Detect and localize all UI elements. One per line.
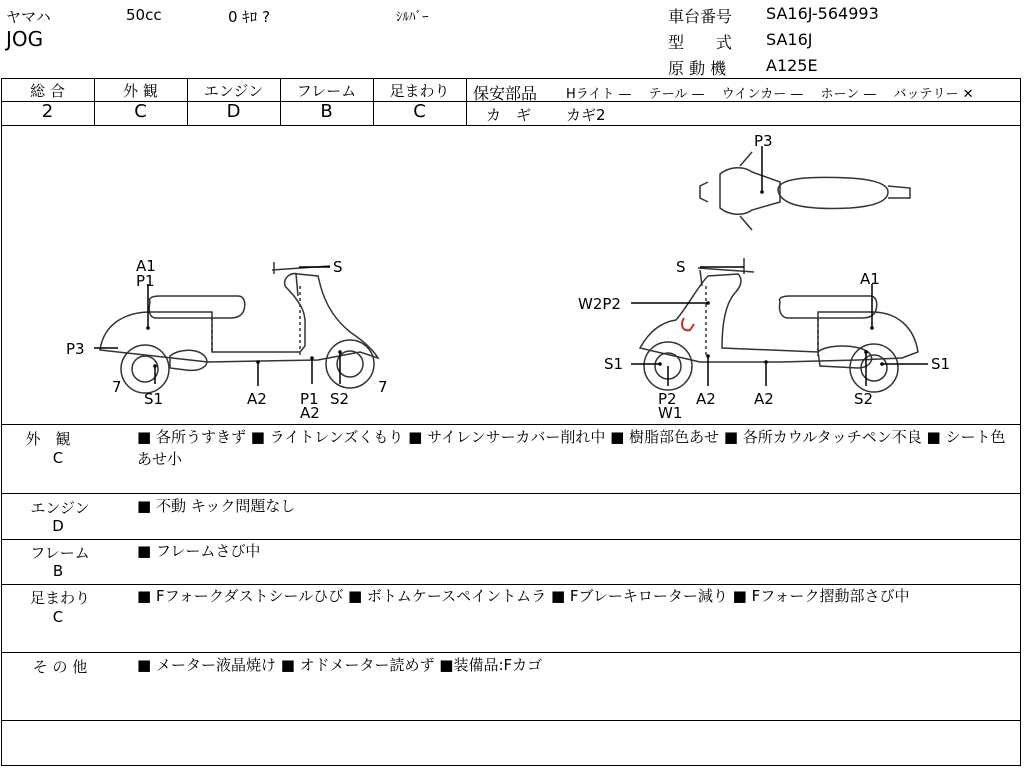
grade-value-suspension: C: [413, 101, 426, 122]
section-label-other: そ の 他: [32, 658, 88, 676]
label-p3-left: P3: [66, 340, 85, 358]
section-label-suspension: 足まわり: [29, 589, 90, 607]
label-7b-left: 7: [378, 378, 388, 396]
label-s-left: S: [333, 258, 343, 276]
label-s1-left: S1: [144, 390, 164, 408]
label-p1-left: P1: [136, 272, 155, 290]
label-p3-right: P3: [754, 132, 773, 150]
safety-items: Hライト — テール — ウインカー — ホーン — バッテリー ✕: [566, 87, 974, 102]
model-name: JOG: [6, 27, 44, 51]
section-line-4: [1, 652, 1021, 653]
engine-label: 原 動 機: [668, 59, 727, 78]
label-a1-left: A1: [136, 257, 156, 275]
section-line-1: [1, 493, 1021, 494]
section-grade-frame: B: [52, 562, 64, 580]
grade-value-frame: B: [320, 101, 333, 122]
key-label: カ ギ: [486, 106, 532, 124]
section-label-exterior: 外 観: [25, 430, 71, 448]
label-7a-left: 7: [112, 378, 122, 396]
section-grade-engine: D: [52, 517, 64, 535]
label-a1-right: A1: [860, 270, 880, 288]
section-grade-suspension: C: [52, 608, 64, 626]
section-text-frame: ■ フレームさび中: [137, 542, 261, 560]
engine-value: A125E: [766, 56, 818, 75]
label-s2-left: S2: [330, 390, 350, 408]
section-text-suspension: ■ Fフォークダストシールひび ■ ボトムケースペイントムラ ■ Fブレーキローター減り ■ Fフォーク摺動部さび中: [137, 587, 910, 605]
section-text-exterior: ■ 各所うすきず ■ ライトレンズくもり ■ サイレンサーカバー削れ中 ■ 樹脂部色あせ ■ 各所カウルタッチペン不良 ■ シート色あせ小: [137, 428, 1006, 468]
section-text-engine: ■ 不動 キック問題なし: [137, 497, 296, 515]
safety-title: 保安部品: [473, 84, 538, 103]
grade-value-total: 2: [41, 101, 54, 122]
grade-value-exterior: C: [134, 101, 147, 122]
grade-col-line-5: [466, 78, 467, 125]
label-p2-right: P2: [658, 390, 677, 408]
right-side-view: [631, 258, 928, 392]
grade-label-frame: フレーム: [296, 82, 357, 100]
section-line-5: [1, 720, 1021, 721]
grade-value-engine: D: [226, 101, 241, 122]
right-top-view: [700, 146, 910, 230]
displacement: 50cc: [126, 6, 162, 24]
label-s1a-right: S1: [604, 355, 624, 373]
grade-label-engine: エンジン: [203, 82, 264, 100]
section-label-engine: エンジン: [30, 499, 90, 517]
scooter-diagram: [0, 126, 1024, 426]
type-value: SA16J: [766, 30, 813, 49]
color: ｼﾙﾊﾞｰ: [396, 10, 429, 25]
label-a2b-left: A2: [300, 404, 320, 422]
label-a2-left: A2: [247, 390, 267, 408]
grade-label-total: 総 合: [30, 82, 65, 100]
label-s1b-right: S1: [931, 355, 951, 373]
key-value: カギ2: [566, 106, 606, 124]
label-s2-right: S2: [854, 390, 874, 408]
label-a2b-right: A2: [754, 390, 774, 408]
type-label: 型 式: [668, 33, 733, 52]
label-w2p2-right: W2P2: [578, 295, 621, 313]
section-label-frame: フレーム: [30, 544, 90, 562]
label-w1-right: W1: [658, 404, 683, 422]
section-text-other: ■ メーター液晶焼け ■ オドメーター読めず ■装備品:Fカゴ: [137, 656, 543, 674]
mileage: 0 ｷﾛ ?: [228, 8, 271, 26]
maker: ヤマハ: [6, 8, 51, 26]
frame-no: SA16J-564993: [766, 4, 879, 23]
grade-label-exterior: 外 観: [123, 82, 158, 100]
label-s-right: S: [676, 258, 686, 276]
grade-label-suspension: 足まわり: [389, 82, 450, 100]
label-p1b-left: P1: [300, 390, 319, 408]
section-grade-exterior: C: [52, 449, 64, 467]
label-a2a-right: A2: [696, 390, 716, 408]
frame-no-label: 車台番号: [668, 7, 733, 26]
